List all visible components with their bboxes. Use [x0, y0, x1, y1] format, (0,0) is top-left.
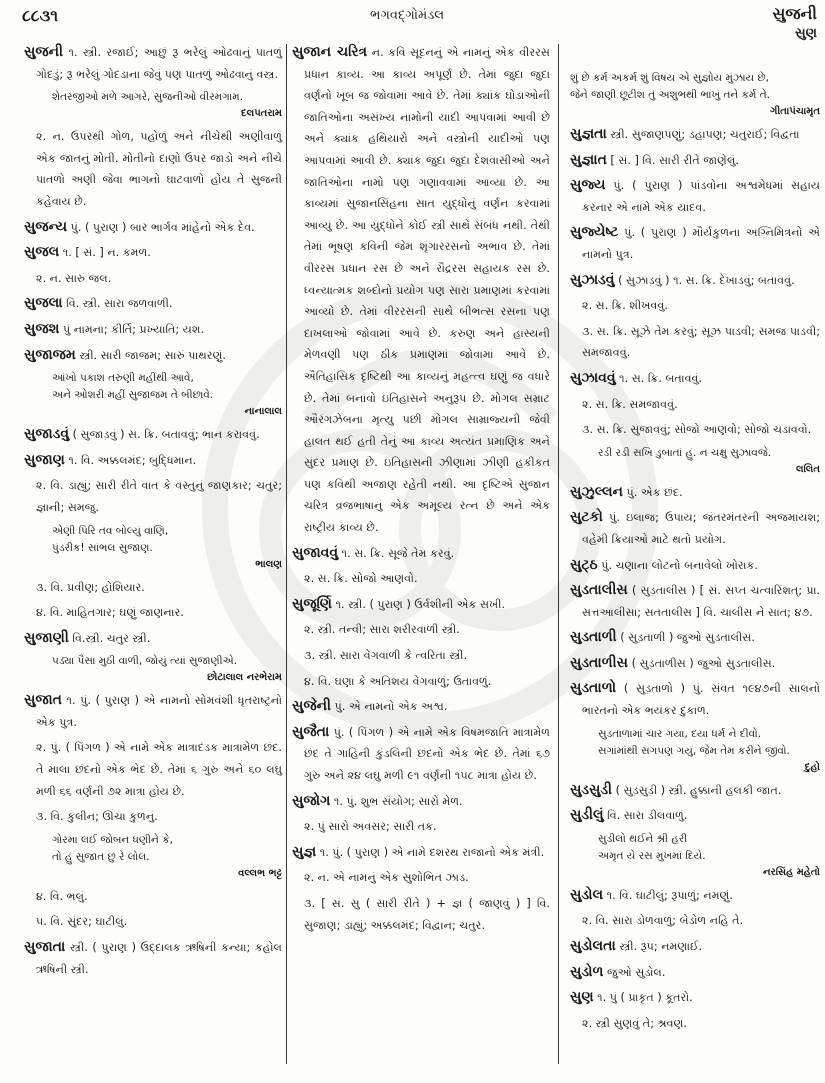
definition: વિ. સ્ત્રી. સારા જળવાળી.: [62, 297, 173, 311]
definition: ( સુઝાડ઼વું ) ૧. સ. ક્રિ. દેખાડવું; બતાવવું.: [614, 273, 795, 287]
definition: ( સુડ઼તાળી ) જુઓ સુડતાલીસ.: [616, 631, 755, 645]
quotation: સુડીલો થઈને શ્રી હરી: [598, 832, 688, 845]
sense: ૨. પું સારો અવસર; સારી તક.: [304, 820, 437, 834]
definition: ૧. પું. ( પુરાણ ) એ નામે દશરથ રાજાનો એક મંત્રી.: [316, 845, 545, 859]
citation: દુહો: [804, 761, 820, 773]
dictionary-entry: [570, 962, 820, 984]
definition: સ્ત્રી. સુજાણપણું; ડહાપણ; ચતુરાઈ; વિદ્વતા: [606, 128, 800, 141]
dictionary-entry: [24, 217, 282, 239]
headword: સુડસુડી: [570, 781, 613, 798]
column-1: [24, 42, 282, 984]
definition: ૧. સ. ક્રિ. બતાવવું.: [615, 371, 703, 385]
sense: ૨. વિ. ડાહ્યું; સારી રીતે વાત કે વસ્તુનું જાણકાર; ચતુર; જ્ઞાની; સમજુ.: [36, 479, 282, 514]
dictionary-entry: [570, 678, 820, 721]
sense: ૨. સ. ક્રિ. શીખવવું.: [582, 299, 668, 313]
definition: ( સુજાડ઼વું ) સ. ક્રિ. બતાવવું; ભાન કરાવવું.: [69, 428, 260, 442]
definition: પું. એ નામનો એક અશ્વ.: [331, 700, 448, 714]
citation: નાનાલાલ: [244, 406, 282, 418]
headword: સુજની: [24, 44, 64, 60]
citation: નરસિંહ મહેતો: [763, 866, 820, 878]
headword: સુણ: [570, 989, 594, 1006]
guide-words: [772, 4, 817, 44]
citation: છોટાલાલ નરભેરામ: [207, 672, 282, 684]
sense: ૩. સ. ક્રિ. સુજાવવું; સોજો આણવો; સોજો ચડાવવો.: [582, 423, 812, 437]
headword: સુજોગ: [292, 792, 331, 809]
definition: સ્ત્રી. સારી જાજમ; સારું પાથરણું.: [75, 348, 226, 362]
definition: ( સુડ઼તાળીસ ) જુઓ સુડતાલીસ.: [628, 656, 776, 670]
definition: ૧. વિ. અક્કલમંદ; બુદ્ધિમાન.: [64, 453, 197, 467]
headword: સુજશ: [24, 320, 60, 337]
definition: સ્ત્રી. રૂપ; નમણાઈ.: [615, 940, 703, 954]
quotation: ગોરમા લઈ જોબન ધણીને કે,: [52, 833, 173, 846]
definition: ૧. [ સં. ] ન. કમળ.: [59, 246, 151, 260]
headword: સુજૂર્ણિ: [292, 595, 332, 612]
dictionary-entry: [24, 628, 282, 650]
quotation: અને ઓશરી મહીં સુજાજમ તે બીછાવે.: [52, 389, 214, 402]
dictionary-entry: [292, 594, 550, 616]
sense: ૪. વિ. ઘણા કે અતિશય વેગવાળું; ઉતાવળું.: [304, 674, 492, 688]
dictionary-entry: [24, 690, 282, 733]
headword: સુજ્ય: [570, 177, 606, 194]
headword: સુડોળ: [570, 963, 604, 980]
dictionary-entry: [292, 842, 550, 864]
dictionary-entry: [570, 507, 820, 550]
headword: સુજ્ઞ: [292, 843, 317, 860]
definition: ન. કવિ સૂદનનું એ નામનું એક વીરરસ પ્રધાન કાવ્ય. આ કાવ્ય અપૂર્ણ છે. તેમાં જુદા જુદા વર્ણનો ખૂબ જ જોવામાં આવે છે. તેમાં ક્યાંક ઘોડાઓની જાતિઓના અસંખ્ય નામોની યાદી આપવામાં આવી છે અને ક્યાંક હથિયારો અને વસ્ત્રોની યાદીઓ પણ આપવામાં આવી છે. ક્યાંક જુદા જુદા દેશવાસીઓ અને જાતિઓના નામો પણ ગણાવવામાં આવ્યા છે. આ કાવ્યમાં સુજાનસિંહના સાત યુદ્ધોનું વર્ણન કરવામાં આવ્યું છે. આ યુદ્ધોને કોઈ સ્ત્રી સાથે સંબંધ નથી. તેથી તેમાં ભૂષણ કવિની જેમ શૃંગારરસનો અભાવ છે. તેમાં વીરરસ પ્રધાન રસ છે અને રૌદ્રરસ સહાયક રસ છે. ધ્વન્યાત્મક શબ્દોનો પ્રયોગ પણ સારા પ્રમાણમાં કરવામાં આવ્યો છે. તેમાં વીરરસની સાથે બીભત્સ રસના પણ દાખલાઓ જોવામાં આવે છે. કરુણ અને હાસ્યની મેળવણી પણ ઠીક પ્રમાણમાં જોવામાં આવે છે. ઐતિહાસિક દૃષ્ટિથી આ કાવ્યનું મહત્ત્વ ઘણું જ વધારે છે. તેમાં બનાવો ઇતિહાસને અનુરૂપ છે. મોગલ સમ્રાટ ઔરંગઝેબના મૃત્યુ પછી મોગલ સામ્રાજ્યની જેવી હાલત થઈ હતી તેનું આ કાવ્ય અત્યંત પ્રમાણિક અને સુંદર પ્રમાણ છે. ઇતિહાસની ઝીણામાં ઝીણી હકીકત પણ કવિથી અજાણ રહેતી નથી. આ દૃષ્ટિએ સુજાન ચરિત્ર વ્રજભાષાનું એક અમૂલ્ય રત્ન છે અને એક રાષ્ટ્રીય કાવ્ય છે.: [304, 46, 550, 535]
citation: દલપતરામ: [241, 108, 282, 120]
quotation: એણી પિરિ તવ બોલ્યું વાણિ,: [52, 524, 169, 537]
definition: ( સુડ઼તાળો ) પું. સંવત ૧૯૪૭ની સાલનો ભારતનો એક ભયંકર દુકાળ.: [582, 682, 820, 718]
sense: ૩. વિ. પ્રવીણ; હોશિયાર.: [36, 580, 145, 594]
dictionary-entry: [570, 150, 820, 172]
dictionary-entry: [24, 345, 282, 367]
citation: ભાલણ: [255, 558, 282, 570]
quotation: સુડતાળામાં ચાર ગયા, દયા ધર્મ ને દીવો.: [598, 727, 762, 740]
headword: સુજાજમ: [24, 346, 76, 363]
definition: ( સુડ઼સુડ઼ી ) સ્ત્રી. હુક્કાની હલકી જાત.: [612, 783, 782, 797]
headword: સુડતાળીસ: [570, 654, 629, 671]
dictionary-entry: [292, 791, 550, 813]
headword: સુજાન ચરિત્ર: [292, 44, 368, 60]
dictionary-entry: [570, 482, 820, 504]
dictionary-entry: [24, 319, 282, 341]
definition: ૧. સ. ક્રિ. સૂજે તેમ કરવું.: [338, 546, 455, 560]
headword: સુઝુલ્લન: [570, 483, 623, 500]
guide-word-first: સુજની: [772, 4, 817, 23]
headword: સુજલ: [24, 244, 60, 261]
headword: સુડોલ: [570, 886, 604, 903]
sense: ૪. વિ. માહિતગાર; ઘણું જાણનાર.: [36, 606, 184, 620]
dictionary-entry: [292, 543, 550, 565]
dictionary-entry: [292, 722, 550, 787]
dictionary-entry: [24, 937, 282, 980]
definition: ૧. પું ( પ્રાકૃત ) કૂતરો.: [593, 991, 693, 1005]
quotation: તો હું સુજાત છું રે લોલ.: [52, 850, 150, 863]
headword: સુજ્ઞતા: [570, 126, 607, 142]
sense: ૩. સ્ત્રી. સારા વેગવાળી કે ત્વરિતા સ્ત્રી.: [304, 649, 468, 663]
dictionary-entry: [570, 368, 820, 390]
definition: પું. એક છંદ.: [623, 485, 683, 499]
definition: પું. ચણાના લોટનો બનાવેલો ખોરાક.: [597, 558, 758, 572]
page-header: [0, 0, 825, 41]
column-3: [570, 70, 820, 1038]
dictionary-entry: [24, 293, 282, 315]
citation: લલિત: [795, 463, 820, 475]
sense: ૨. સ. ક્રિ. સોજો આણવો.: [304, 572, 418, 586]
headword: સુજાતા: [24, 939, 66, 956]
quotation: શું છે કર્મ અકર્મ શું વિષય એ સુજ્ઞોય મુંઝાય છે,: [570, 72, 769, 84]
dictionary-entry: [292, 42, 550, 539]
sense: ૨. સ્ત્રી સુણવું તે; શ્રવણ.: [582, 1016, 687, 1030]
dictionary-entry: [570, 653, 820, 675]
dictionary-entry: [570, 124, 820, 146]
sense: ૨. સ્ત્રી. તન્વી; સારા શરીરવાળી સ્ત્રી.: [304, 623, 460, 637]
sense: ૨. સ. ક્રિ. સમજાવવું.: [582, 397, 678, 411]
headword: સુડોલતા: [570, 938, 616, 955]
headword: સુજ્ઞાત: [570, 151, 607, 168]
headword: સુડીલું: [570, 807, 604, 824]
quotation: શેતરંજીઓ મળે આગરે, સુજનીઓ વીરમગામ.: [52, 91, 244, 104]
sense: ૨. ન. સારું જલ.: [36, 271, 112, 285]
sense: ૫. વિ. સુંદર; ઘાટીલું.: [36, 915, 128, 929]
quotation: જેને જાણી છૂટીશ તું અશુભથી ભાખું તને કર્મ તે.: [570, 89, 771, 101]
dictionary-entry: [292, 696, 550, 718]
dictionary-entry: [570, 222, 820, 265]
dictionary-entry: [570, 555, 820, 577]
quotation: સગાંમાંથી સગપણ ગયું, જેમ તેમ કરીને જીવો.: [598, 744, 790, 757]
definition: ૧. પું. ( પુરાણ ) એ નામનો સોમવંશી ધૃતરાષ્ટ્રનો એક પુત્ર.: [36, 694, 282, 729]
sense: ૨. વિ. સારા ડોળવાળું; બેડોળ નહિ તે.: [582, 914, 744, 928]
dictionary-entry: [24, 42, 282, 85]
headword: સુજાણ: [24, 451, 65, 468]
headword: સુટ્ઠ: [570, 556, 598, 573]
quotation: પુંડરીક! સાંભલ સુજાણ.: [52, 541, 153, 554]
column-divider-left: [286, 44, 287, 1064]
headword: સુઝાડવું: [570, 271, 615, 288]
guide-word-last: સુણ: [795, 26, 817, 41]
dictionary-entry: [570, 885, 820, 907]
definition: ૧. સ્ત્રી. ( પુરાણ ) ઉર્વશીની એક સખી.: [331, 597, 506, 611]
definition: પું નામના; કીર્તિ; પ્રખ્યાતિ; યશ.: [59, 322, 205, 336]
dictionary-entry: [24, 242, 282, 264]
headword: સુજાડવું: [24, 426, 70, 443]
dictionary-entry: [570, 627, 820, 649]
column-2: [292, 42, 550, 940]
headword: સુડતાળો: [570, 680, 617, 697]
headword: સુટકો: [570, 509, 603, 526]
quotation: અમૃત યે રસ મુખમાં દિયે.: [598, 849, 706, 862]
page-number: ૮૮૩૧: [22, 6, 59, 25]
sense: ૨. ન. ઉપરથી ગોળ, પહોળું અને નીચેથી અણીવાળું એક જાતનું મોતી. મોતીનો દાણો ઉપર જાડો અને નીચે પાતળો અણી જેવા ભાગનો ઘાટવાળો હોય તે સુજની કહેવાય છે.: [36, 130, 282, 208]
book-title: ભગવદ્ગોમંડલ: [370, 8, 445, 23]
headword: સુડતાલીસ: [570, 582, 628, 599]
sense: ૩. વિ. કુલીન; ઊંચા કુળનું.: [36, 810, 158, 824]
dictionary-entry: [570, 987, 820, 1009]
definition: પું. ( પુરાણ ) પાંડવોના અશ્વમેધમાં સહાય કરનાર એ નામે એક યાદવ.: [582, 179, 820, 214]
headword: સુજ્યેષ્ટ: [570, 224, 619, 241]
definition: સ્ત્રી. ( પુરાણ ) ઉદ્દાલક ઋષિની કન્યા; કહોલ ઋષિની સ્ત્રી.: [36, 941, 282, 976]
headword: સુજલા: [24, 295, 63, 312]
sense: ૨. ન. એ નામનું એક સુશોભિત ઝાડ.: [304, 871, 469, 885]
dictionary-entry: [570, 270, 820, 292]
sense: ૩. સ. ક્રિ. સૂઝે તેમ કરવું; સૂઝ પાડવી; સમજ પાડવી; સમજાવવું.: [582, 324, 820, 360]
dictionary-entry: [570, 780, 820, 802]
definition: પું. ( પુરાણ ) મૌર્યકુળના અગ્નિમિત્રનો એ નામનો પુત્ર.: [582, 226, 820, 261]
dictionary-entry: [24, 450, 282, 472]
definition: વિ.સ્ત્રી. ચતુર સ્ત્રી.: [68, 631, 151, 645]
definition: ૧. પું. શુભ સંયોગ; સારો મેળ.: [330, 794, 463, 808]
definition: ૧. સ્ત્રી. રજાઈ; આછું રૂ ભરેલું ઓઢવાનું પાતળું ગોદડું; રૂ ભરેલું ગોદડાના જેવું પણ પાતળું ઓઢવાનું વસ્ત્ર.: [36, 46, 282, 81]
dictionary-entry: [570, 936, 820, 958]
headword: સુજાવવું: [292, 544, 339, 561]
headword: સુજૈતા: [292, 723, 330, 740]
quotation: આંખો પકાશ તરુણી મહીંથી આવે,: [52, 372, 194, 385]
definition: પું. ઇલાજ; ઉપાય; જંતરમંતરની અજમાયશ; વહેમી ક્રિયાઓ માટે થતો પ્રયોગ.: [582, 511, 820, 546]
definition: ૧. વિ. ઘાટીલું; રૂપાળું; નમણું.: [603, 888, 733, 902]
dictionary-entry: [570, 175, 820, 218]
citation: ગીતાપંચામૃત: [770, 106, 820, 117]
definition: ( સુડ઼તાલીસ ) [ સં. સપ્ત ચત્વારિંશત્; પ્રા. સત્તઆલીસા; સતતાલીસ ] વિ. ચાલીસ ને સાત; ૪૭.: [582, 584, 820, 619]
dictionary-entry: [570, 805, 820, 827]
headword: સુડતાળી: [570, 629, 617, 646]
dictionary-entry: [570, 580, 820, 623]
headword: સુજેની: [292, 698, 332, 715]
definition: પું. ( પિંગળ ) એ નામે એક વિષમજાતિ માત્રામેળ છંદ તે ગાહિની કુંડલિની છંદનો એક ભેદ છે. તેમાં ૬૭ ગુરુ અને ૨૪ લઘુ મળી ૯૧ વર્ણની ૧૫૮ માત્રા હોય છે.: [304, 725, 550, 782]
headword: સુજન્ય: [24, 218, 68, 235]
sense: ૨. પું. ( પિંગળ ) એ નામે એક માત્રાદંડક માત્રામેળ છંદ. તે માલા છંદનો એક ભેદ છે. તેમાં ૬ ગુરુ અને ૬૦ લઘુ મળી ૬૬ વર્ણની ૭૨ માત્રા હોય છે.: [36, 741, 282, 798]
column-divider-right: [558, 44, 559, 1064]
dictionary-entry: [24, 424, 282, 446]
headword: સુજાણી: [24, 629, 69, 646]
definition: [ સં. ] વિ. સારી રીતે જાણેલું.: [606, 153, 739, 167]
sense: ૩. [ સં. સુ ( સારી રીતે ) + જ્ઞ ( જાણવું ) ] વિ. સુજાણ; ડાહ્યું; અક્કલમંદ; વિદ્વાન; ચતુર.: [304, 896, 550, 932]
quotation: પડ્યા પૈસા મુઠી વાળી, જોયું ત્યાં સુજાણીએ.: [52, 655, 238, 668]
definition: પું. ( પુરાણ ) બાર ભાર્ગવ માંહેનો એક દેવ.: [67, 220, 255, 234]
citation: વલ્લભ ભટ્ટ: [238, 867, 282, 879]
headword: સુજાત: [24, 692, 62, 709]
headword: સુઝાવવું: [570, 369, 616, 386]
definition: વિ. સારા ડીલવાળું.: [603, 809, 688, 823]
definition: જુઓ સુડોલ.: [603, 965, 666, 979]
sense: ૪. વિ. ભલું.: [36, 889, 88, 903]
quotation: રડી રડી સખિ ડુબાતાં હું. ન ચક્ષુ સુઝાવજે.: [598, 446, 772, 459]
